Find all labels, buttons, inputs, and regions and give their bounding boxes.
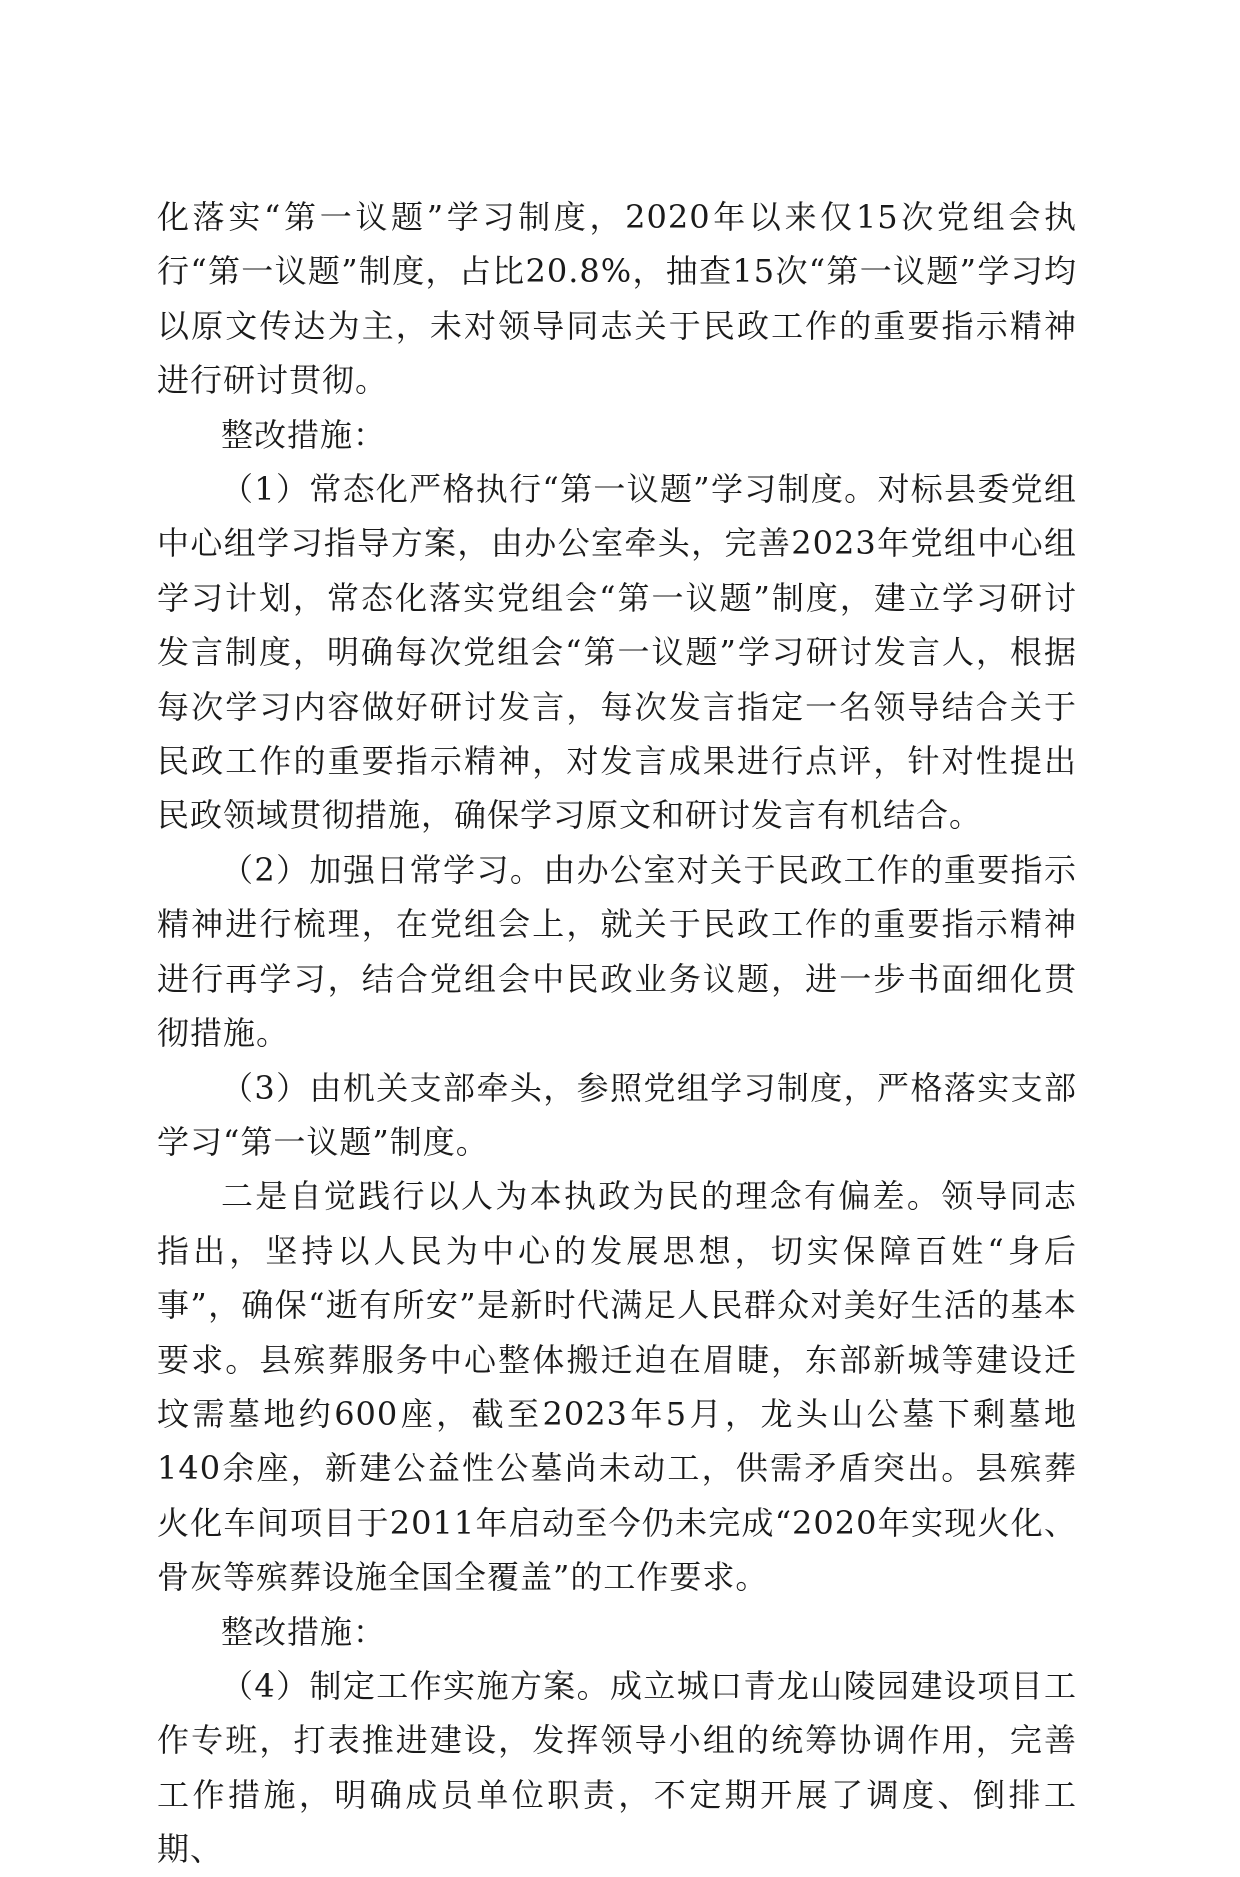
document-body xyxy=(157,190,1077,1877)
measure-item-4: （4）制定工作实施方案。成立城口青龙山陵园建设项目工作专班，打表推进建设，发挥领导小组的统筹协调作用，完善工作措施，明确成员单位职责，不定期开展了调度、倒排工期、 xyxy=(157,1666,1077,1869)
measure-item-2: （2）加强日常学习。由办公室对关于民政工作的重要指示精神进行梳理，在党组会上，就关于民政工作的重要指示精神进行再学习，结合党组会中民政业务议题，进一步书面细化贯彻措施。 xyxy=(157,850,1077,1053)
issue-paragraph-2: 二是自觉践行以人为本执政为民的理念有偏差。领导同志指出，坚持以人民为中心的发展思想，切实保障百姓“身后事”，确保“逝有所安”是新时代满足人民群众对美好生活的基本要求。县殡葬服务中心整体搬迁迫在眉睫，东部新城等建设迁坟需墓地约600座，截至2023年5月，龙头山公墓下剩墓地140余座，新建公益性公墓尚未动工，供需矛盾突出。县殡葬火化车间项目于2011年启动至今仍未完成“2020年实现火化、骨灰等殡葬设施全国全覆盖”的工作要求。 xyxy=(157,1177,1077,1597)
paragraph-continuation: 化落实“第一议题”学习制度，2020年以来仅15次党组会执行“第一议题”制度，占比20.8%，抽查15次“第一议题”学习均以原文传达为主，未对领导同志关于民政工作的重要指示精神进行研讨贯彻。 xyxy=(157,198,1077,400)
measure-item-3: （3）由机关支部牵头，参照党组学习制度，严格落实支部学习“第一议题”制度。 xyxy=(157,1068,1077,1161)
heading-rectification-measures-2: 整改措施： xyxy=(221,1612,387,1651)
measure-item-1: （1）常态化严格执行“第一议题”学习制度。对标县委党组中心组学习指导方案，由办公室牵头，完善2023年党组中心组学习计划，常态化落实党组会“第一议题”制度，建立学习研讨发言制度，明确每次党组会“第一议题”学习研讨发言人，根据每次学习内容做好研讨发言，每次发言指定一名领导结合关于民政工作的重要指示精神，对发言成果进行点评，针对性提出民政领域贯彻措施，确保学习原文和研讨发言有机结合。 xyxy=(157,470,1077,835)
heading-rectification-measures-1: 整改措施： xyxy=(221,415,387,454)
